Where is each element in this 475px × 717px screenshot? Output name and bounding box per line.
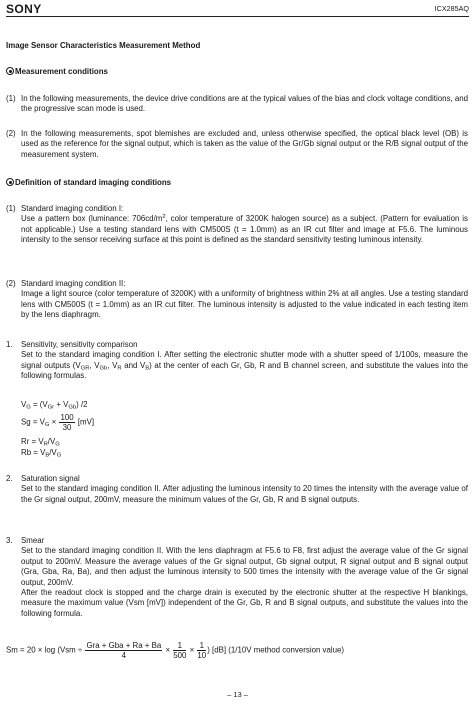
circle-bullet-icon bbox=[6, 67, 14, 75]
fraction: $\frac{100}{30}$ bbox=[60, 413, 74, 432]
section-title: Saturation signal bbox=[21, 474, 80, 483]
formula-sg: $Sg = V_G$ × $\frac{100}{30}$ [mV] bbox=[21, 413, 95, 432]
section-title: Smear bbox=[21, 536, 45, 545]
standard-condition-1: (1) Standard imaging condition I: Use a pattern box (luminance: $706cd/m^2$, color temperature of 3200K halogen source) as a subject. (Pattern for evaluation is not applicable.) Use a testing standard lens with CM500S (t = 1.0mm) as an IR cut filter and image at F5.6. The luminous intensity to the sensor receiving surface at this point is defined as the standard sensitivity testing luminous intensity. bbox=[6, 204, 468, 245]
fraction: $\frac{1}{500}$ bbox=[173, 641, 187, 660]
fraction: $\frac{\text{Gra + Gba + Ra + Ba}}{4}$ bbox=[86, 641, 162, 660]
formula-smear: Sm = 20 × log (Vsm ÷ $\frac{\text{Gra + Gba + Ra + Ba}}{4}$ × $\frac{1}{500}$ × $\frac{1}{10}$ ) [dB] (1/10V method conversion value) bbox=[6, 641, 345, 660]
standard-condition-2: (2) Standard imaging condition II: Image a light source (color temperature of 3200K) with a uniformity of brightness within 2% at all angles. Use a testing standard lens with CM500S (t = 1.0mm) as an IR cut filter. The luminous intensity is adjusted to the value indicated in each testing item by the lens diaphragm. bbox=[6, 279, 468, 320]
formula-vg: $V_G = (V_{Gr} + V_{Gb})$ /2 bbox=[21, 400, 88, 411]
measurement-conditions-heading: Measurement conditions bbox=[6, 67, 468, 77]
part-number: ICX285AQ bbox=[434, 4, 469, 13]
page-number: – 13 – bbox=[227, 690, 248, 699]
condition-item-1: (1) In the following measurements, the device drive conditions are at the typical values of the bias and clock voltage conditions, and the progressive scan mode is used. bbox=[6, 94, 468, 114]
circle-bullet-icon bbox=[6, 178, 14, 186]
section-saturation: 2. Saturation signal Set to the standard imaging condition II. After adjusting the luminous intensity to 20 times the intensity with the average value of the Gr signal output, 200mV, measure the minimum values of the Gr, Gb, R and B signal outputs. bbox=[6, 474, 468, 504]
formula-rr: $Rr = V_R/V_G$ bbox=[21, 437, 60, 448]
section-title: Sensitivity, sensitivity comparison bbox=[21, 340, 138, 349]
condition-2-title: Standard imaging condition II: bbox=[21, 279, 126, 288]
condition-item-2: (2) In the following measurements, spot blemishes are excluded and, unless otherwise specified, the optical black level (OB) is used as the reference for the signal output, which is taken as the value of the Gr/Gb signal output or the R/B signal output of the measurement system. bbox=[6, 129, 468, 159]
sony-logo: SONY bbox=[6, 2, 42, 16]
condition-1-title: Standard imaging condition I: bbox=[21, 204, 124, 213]
fraction: $\frac{1}{10}$ bbox=[197, 641, 207, 660]
document-title: Image Sensor Characteristics Measurement Method bbox=[6, 41, 201, 50]
standard-conditions-heading: Definition of standard imaging conditions bbox=[6, 178, 468, 188]
section-sensitivity: 1. Sensitivity, sensitivity comparison Set to the standard imaging condition I. After setting the electronic shutter mode with a shutter speed of 1/100s, measure the signal outputs ($V_{GR}$, $V_{Gb}$, $V_R$ and $V_B$) at the center of each Gr, Gb, R and B channel screen, and substitute the values into the following formulas. bbox=[6, 340, 468, 381]
header-rule bbox=[6, 16, 469, 17]
formula-rb: $Rb = V_B/V_G$ bbox=[21, 448, 62, 459]
section-smear: 3. Smear Set to the standard imaging condition II. With the lens diaphragm at F5.6 to F8, first adjust the average value of the Gr signal output to 200mV. Measure the average values of the Gr signal output, Gb signal output, R signal output and B signal output (Gra, Gba, Ra, Ba), and then adjust the luminous intensity to 500 times the intensity with the average value of the Gr signal output, 200mV. After the readout clock is stopped and the charge drain is executed by the electronic shutter at the respective H blankings, measure the maximum value (Vsm [mV]) independent of the Gr, Gb, R and B signal outputs, and substitute the values into the following formula. bbox=[6, 536, 468, 618]
